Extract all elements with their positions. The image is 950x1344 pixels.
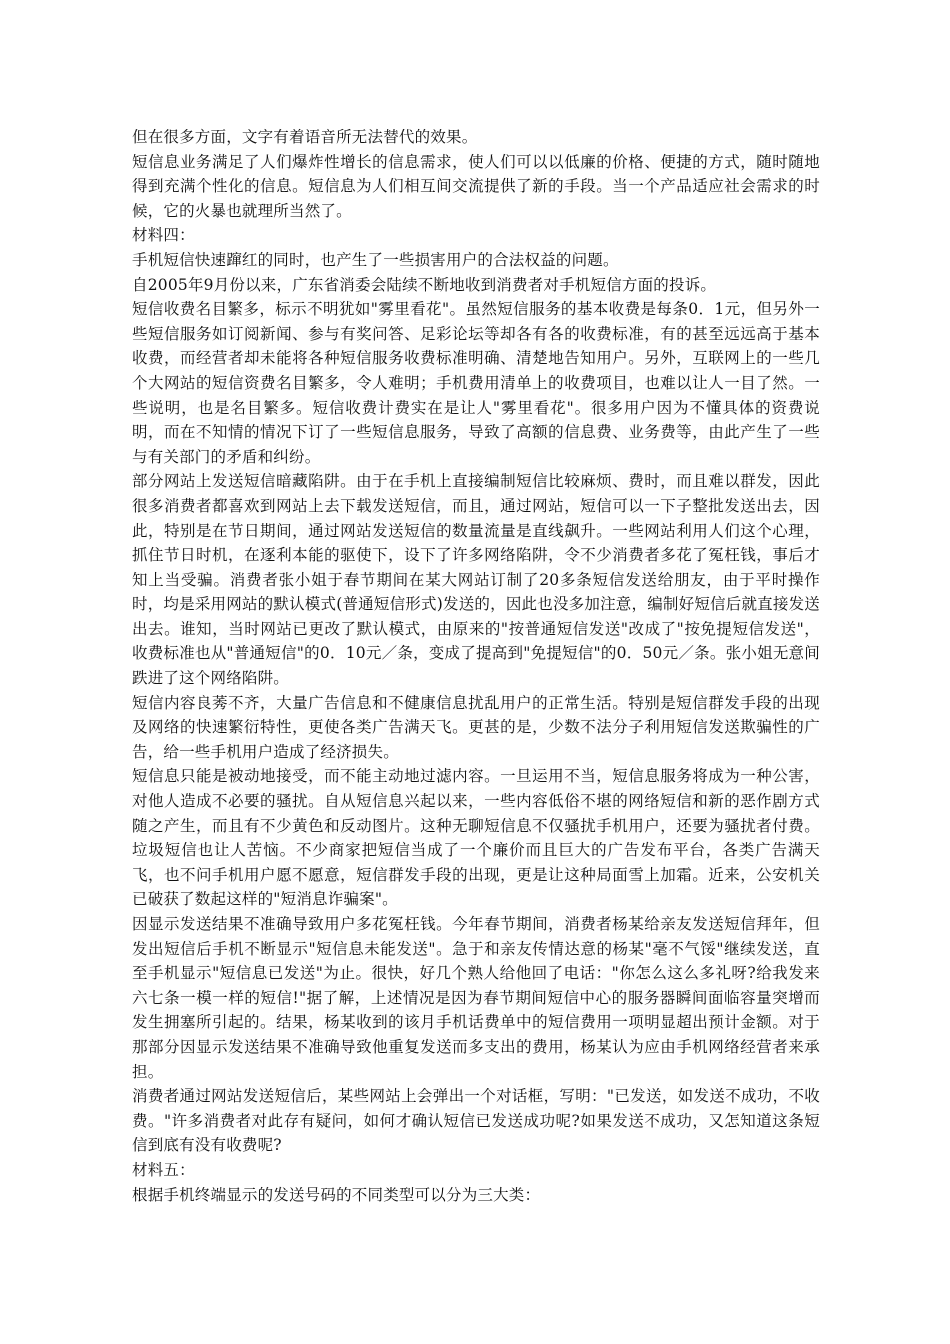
- section-heading-material-4: 材料四：: [132, 226, 195, 245]
- paragraph-9: 因显示发送结果不准确导致用户多花冤枉钱。今年春节期间，消费者杨某给亲友发送短信拜年，但发出短信后手机不断显示"短信息未能发送"。急于和亲友传情达意的杨某"毫不气馁"继续发送，直至手机显示"短信息已发送"为止。很快，好几个熟人给他回了电话："你怎么这么多礼呀?给我发来六七条一模一样的短信!"据了解，上述情况是因为春节期间短信中心的服务器瞬间面临容量突增而发生拥塞所引起的。结果，杨某收到的该月手机话费单中的短信费用一项明显超出预计金额。对于那部分因显示发送结果不准确导致他重复发送而多支出的费用，杨某认为应由手机网络经营者来承担。: [132, 915, 820, 1081]
- paragraph-5: 短信收费名目繁多，标示不明犹如"雾里看花"。虽然短信服务的基本收费是每条0．1元，但另外一些短信服务如订阅新闻、参与有奖问答、足彩论坛等却各有各的收费标准，有的甚至远远高于基本收费，而经营者却未能将各种短信服务收费标准明确、清楚地告知用户。另外，互联网上的一些几个大网站的短信资费名目繁多，令人难明；手机费用清单上的收费项目，也难以让人一目了然。一些说明，也是名目繁多。短信收费计费实在是让人"雾里看花"。很多用户因为不懂具体的资费说明，而在不知情的情况下订了一些短信息服务，导致了高额的信息费、业务费等，由此产生了一些与有关部门的矛盾和纠纷。: [132, 300, 820, 466]
- paragraph-7: 短信内容良莠不齐，大量广告信息和不健康信息扰乱用户的正常生活。特别是短信群发手段的出现及网络的快速繁衍特性，更使各类广告满天飞。更甚的是，少数不法分子利用短信发送欺骗性的广告，给一些手机用户造成了经济损失。: [132, 693, 820, 761]
- paragraph-4: 自2005年9月份以来，广东省消委会陆续不断地收到消费者对手机短信方面的投诉。: [132, 275, 717, 294]
- document-page: [132, 125, 820, 1207]
- paragraph-0: 但在很多方面，文字有着语音所无法替代的效果。: [132, 128, 478, 146]
- paragraph-6: 部分网站上发送短信暗藏陷阱。由于在手机上直接编制短信比较麻烦、费时，而且难以群发，因此很多消费者都喜欢到网站上去下载发送短信，而且，通过网站，短信可以一下子整批发送出去，因此，特别是在节日期间，通过网站发送短信的数量流量是直线飙升。一些网站利用人们这个心理，抓住节日时机，在逐利本能的驱使下，设下了许多网络陷阱，令不少消费者多花了冤枉钱，事后才知上当受骗。消费者张小姐于春节期间在某大网站订制了20多条短信发送给朋友，由于平时操作时，均是采用网站的默认模式(普通短信形式)发送的，因此也没多加注意，编制好短信后就直接发送出去。谁知，当时网站已更改了默认模式，由原来的"按普通短信发送"改成了"按免提短信发送"，收费标准也从"普通短信"的0．10元／条，变成了提高到"免提短信"的0．50元／条。张小姐无意间跌进了这个网络陷阱。: [132, 472, 820, 688]
- paragraph-10: 消费者通过网站发送短信后，某些网站上会弹出一个对话框，写明："已发送，如发送不成功，不收费。"许多消费者对此存有疑问，如何才确认短信已发送成功呢?如果发送不成功，又怎知道这条短信到底有没有收费呢?: [132, 1087, 820, 1155]
- paragraph-1: 短信息业务满足了人们爆炸性增长的信息需求，使人们可以以低廉的价格、便捷的方式，随时随地得到充满个性化的信息。短信息为人们相互间交流提供了新的手段。当一个产品适应社会需求的时候，它的火暴也就理所当然了。: [132, 152, 820, 220]
- paragraph-12: 根据手机终端显示的发送号码的不同类型可以分为三大类：: [132, 1185, 541, 1204]
- paragraph-8: 短信息只能是被动地接受，而不能主动地过滤内容。一旦运用不当，短信息服务将成为一种公害，对他人造成不必要的骚扰。自从短信息兴起以来，一些内容低俗不堪的网络短信和新的恶作剧方式随之产生，而且有不少黄色和反动图片。这种无聊短信息不仅骚扰手机用户，还要为骚扰者付费。垃圾短信也让人苦恼。不少商家把短信当成了一个廉价而且巨大的广告发布平台，各类广告满天飞，也不问手机用户愿不愿意，短信群发手段的出现，更是让这种局面雪上加霜。近来，公安机关已破获了数起这样的"短消息诈骗案"。: [132, 767, 820, 909]
- paragraph-3: 手机短信快速蹿红的同时，也产生了一些损害用户的合法权益的问题。: [132, 250, 619, 269]
- section-heading-material-5: 材料五：: [132, 1160, 195, 1179]
